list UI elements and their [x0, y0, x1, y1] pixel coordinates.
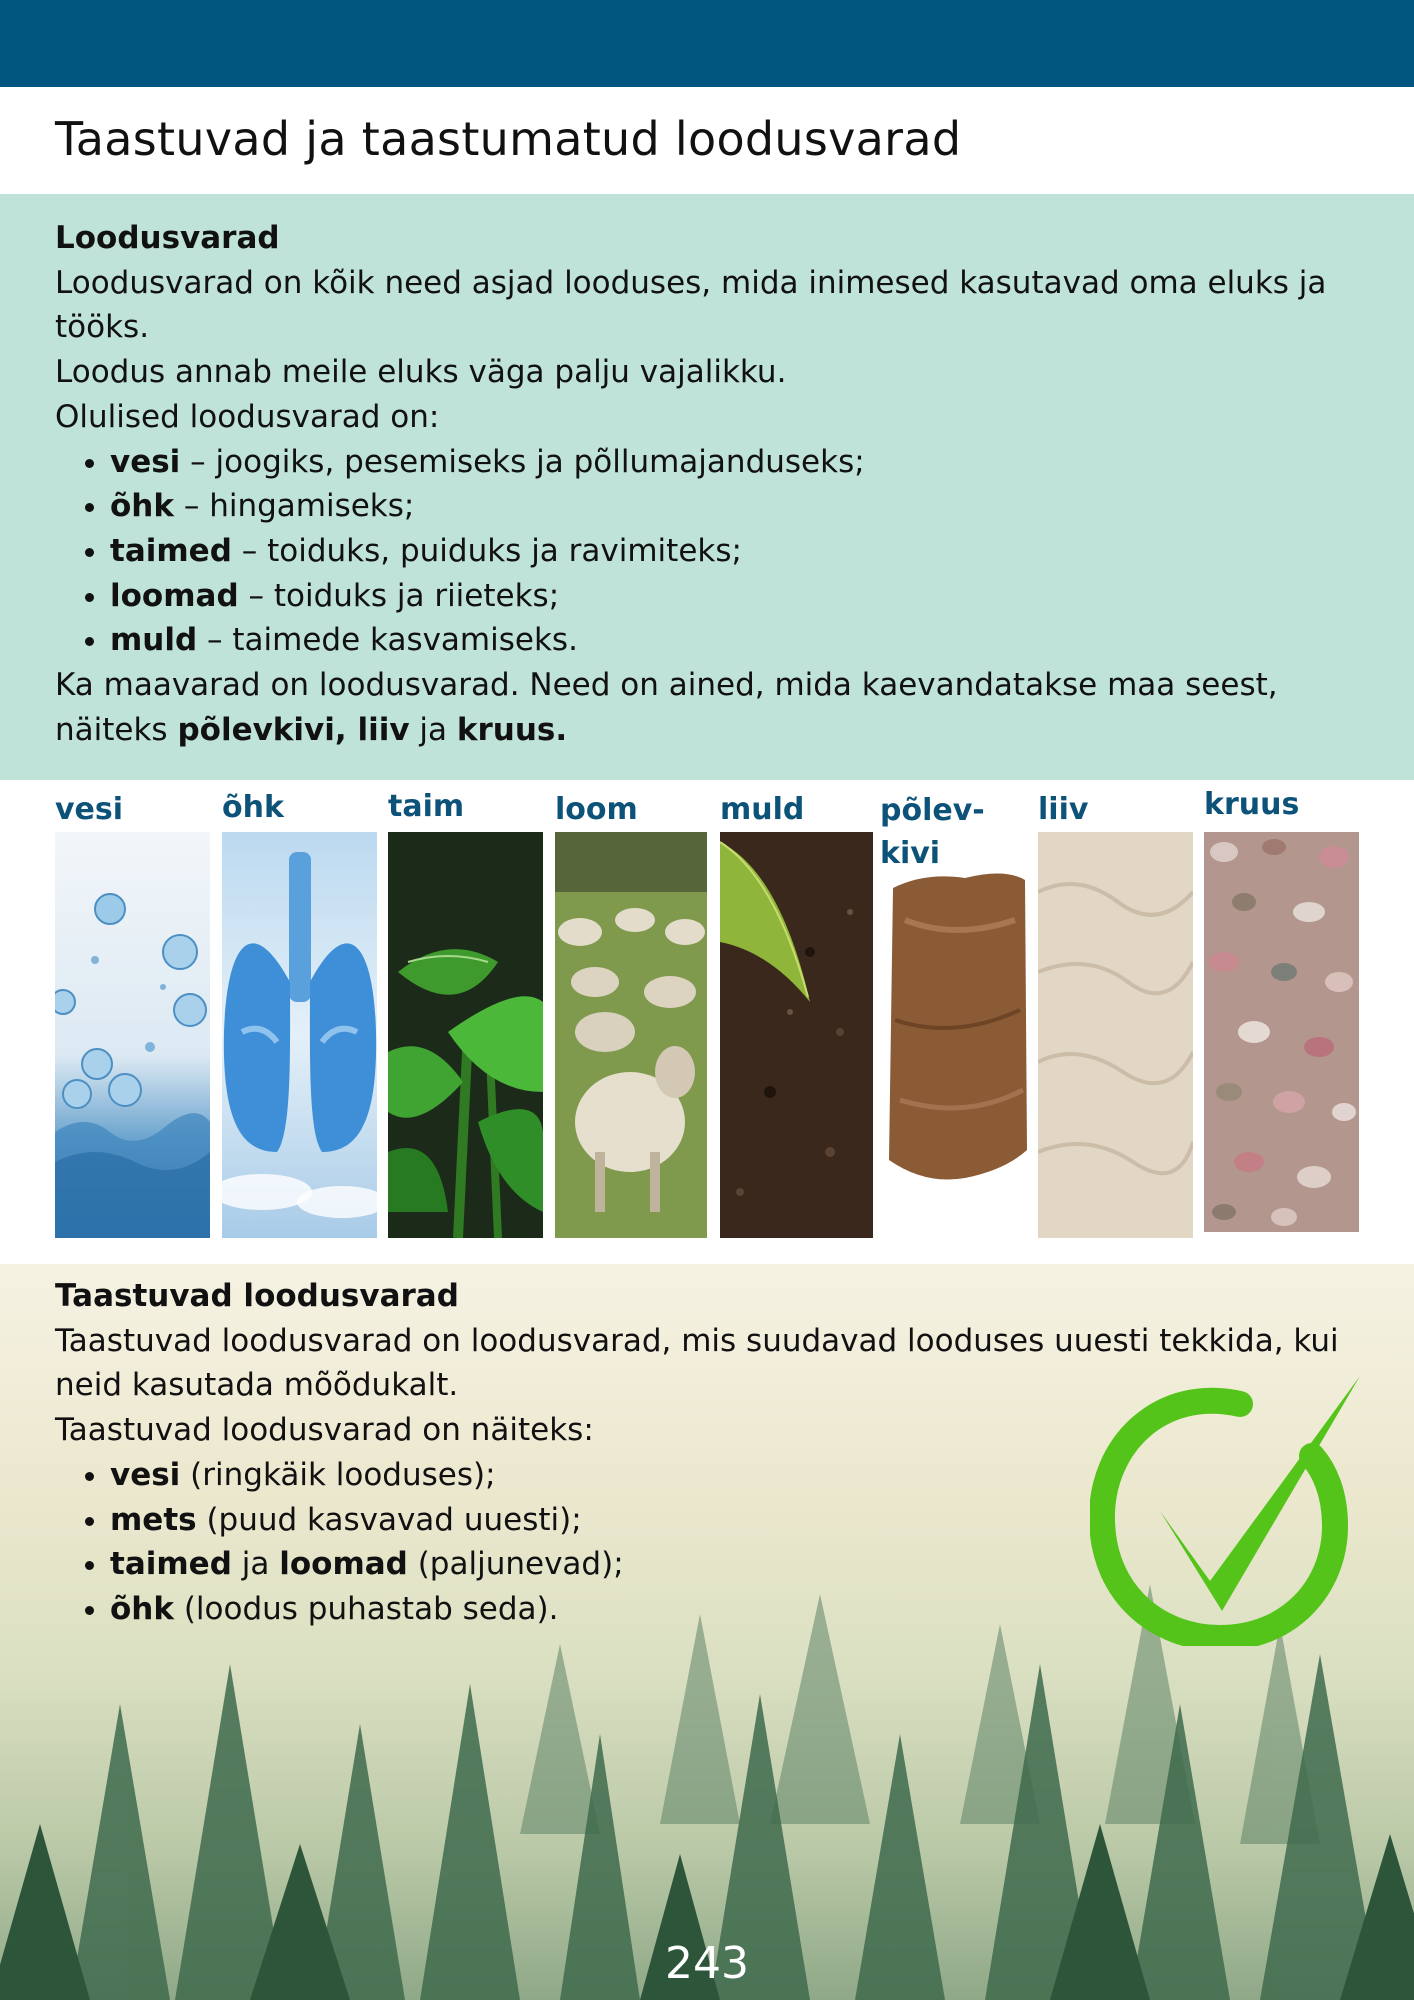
page-number: 243	[665, 1938, 749, 1989]
resource-item-water: • vesi – joogiks, pesemiseks ja põllumajanduseks;	[110, 440, 1385, 485]
page-title: Taastuvad ja taastumatud loodusvarad	[55, 112, 962, 166]
gallery-card-plant	[388, 780, 543, 1240]
green-checkmark-icon	[1090, 1376, 1365, 1646]
sand-image	[1038, 832, 1193, 1238]
resource-gallery	[0, 780, 1414, 1264]
gallery-label-sand: liiv	[1038, 792, 1089, 827]
gallery-label-gravel: kruus	[1204, 787, 1300, 822]
gallery-label-soil: muld	[720, 792, 805, 827]
gallery-card-water	[55, 780, 210, 1240]
gallery-label-animal: loom	[555, 792, 638, 827]
gallery-label-oil-shale-2: kivi	[880, 836, 941, 871]
renewable-paragraph-1: Taastuvad loodusvarad on loodusvarad, mis suudavad looduses uuesti tekkida, kui neid kasutada mõõdukalt.	[55, 1322, 1339, 1404]
water-drops-image	[55, 832, 210, 1238]
gallery-card-soil	[720, 780, 873, 1240]
resource-item-air: • õhk – hingamiseks;	[110, 484, 1385, 529]
gallery-label-air: õhk	[222, 790, 284, 825]
resource-list	[55, 440, 1385, 664]
oil-shale-image	[885, 860, 1030, 1190]
gallery-card-animal	[555, 780, 707, 1240]
sheep-image	[555, 832, 707, 1238]
gravel-image	[1204, 832, 1359, 1232]
renewable-item-water: • vesi (ringkäik looduses);	[110, 1453, 1385, 1498]
intro-paragraph-1: Loodusvarad on kõik need asjad looduses, mida inimesed kasutavad oma eluks ja tööks.	[55, 264, 1327, 346]
gallery-card-oil-shale	[880, 780, 1030, 1240]
gallery-card-sand	[1038, 780, 1193, 1240]
resource-item-soil: • muld – taimede kasvamiseks.	[110, 618, 1385, 663]
renewable-heading: Taastuvad loodusvarad	[55, 1278, 459, 1314]
soil-image	[720, 832, 873, 1238]
gallery-card-gravel	[1204, 780, 1359, 1240]
renewable-item-air: • õhk (loodus puhastab seda).	[110, 1587, 1385, 1632]
gallery-label-oil-shale: põlev-	[880, 793, 985, 828]
resource-item-plants: • taimed – toiduks, puiduks ja ravimiteks;	[110, 529, 1385, 574]
intro-paragraph-4: Ka maavarad on loodusvarad. Need on ained, mida kaevandatakse maa seest, näiteks põlevkivi, liiv ja kruus.	[55, 667, 1278, 748]
lungs-image	[222, 832, 377, 1238]
intro-section	[0, 194, 1414, 780]
intro-paragraph-3: Olulised loodusvarad on:	[55, 398, 440, 435]
resource-item-animals: • loomad – toiduks ja riieteks;	[110, 574, 1385, 619]
renewable-item-plants-animals: • taimed ja loomad (paljunevad);	[110, 1542, 1385, 1587]
gallery-label-plant: taim	[388, 789, 465, 824]
plant-leaves-image	[388, 832, 543, 1238]
renewable-item-forest: • mets (puud kasvavad uuesti);	[110, 1498, 1385, 1543]
gallery-card-air	[222, 780, 377, 1240]
renewable-paragraph-2: Taastuvad loodusvarad on näiteks:	[55, 1412, 594, 1449]
gallery-label-water: vesi	[55, 792, 124, 827]
intro-paragraph-2: Loodus annab meile eluks väga palju vajalikku.	[55, 354, 787, 391]
intro-heading: Loodusvarad	[55, 220, 280, 256]
top-color-bar	[0, 0, 1414, 87]
